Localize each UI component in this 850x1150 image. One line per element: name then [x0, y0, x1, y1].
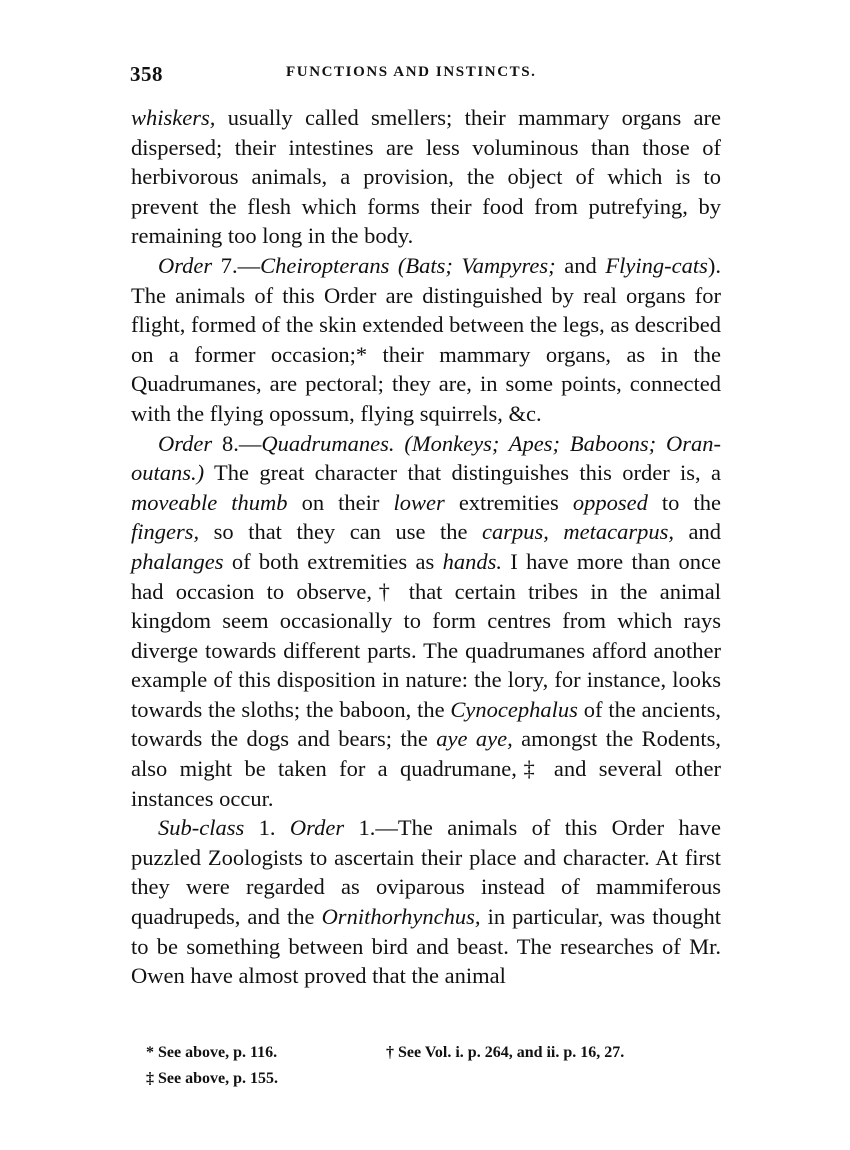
paragraph-text: so that they can use the [199, 519, 482, 545]
paragraph-text: and [674, 519, 722, 545]
italic-term: Flying-cats [605, 252, 708, 278]
footnote-asterisk: * See above, p. 116. [146, 1044, 278, 1061]
paragraph-text: on their [287, 489, 394, 515]
paragraph-text: The great character that distinguishes this order is, a [204, 460, 721, 486]
italic-term: moveable thumb [131, 489, 288, 515]
italic-term: phalanges [131, 548, 224, 574]
italic-term: Cheiropterans (Bats; Vampyres; [260, 252, 556, 278]
paragraph-text: 7.— [212, 252, 261, 278]
paragraph-text: 1.—The animals of this Order have puzzled Zoologists to ascertain their place and character. At first they were regarded as oviparous instead of mammiferous quadrupeds, and the [131, 815, 721, 930]
italic-term: Ornithorhynchus, [321, 904, 481, 930]
paragraph-text: 8.— [212, 430, 262, 456]
footnotes [146, 1040, 716, 1092]
italic-term: fingers, [131, 519, 200, 545]
running-head: FUNCTIONS AND INSTINCTS. [286, 64, 537, 80]
italic-term: Sub-class [158, 815, 245, 841]
paragraph-text: to the [647, 489, 721, 515]
italic-term: Cynocephalus [450, 696, 578, 722]
paragraph-text: of both extremities as [223, 548, 443, 574]
italic-term: Order [289, 815, 345, 841]
italic-term: lower [393, 489, 445, 515]
paragraph-text: in particular, was thought to be something between bird and beast. The researches of Mr. Owen have almost proved that the animal [131, 904, 722, 989]
footnote-row [146, 1040, 716, 1066]
paragraph-1 [131, 103, 721, 251]
footnote-dagger: † See Vol. i. p. 264, and ii. p. 16, 27. [386, 1044, 625, 1061]
paragraph-text: and [555, 252, 606, 278]
italic-term: Order [158, 252, 213, 278]
footnote-row [146, 1066, 716, 1092]
italic-term: aye aye, [436, 726, 513, 752]
page-number: 358 [130, 62, 163, 86]
paragraph-2 [131, 251, 721, 429]
body-text [131, 103, 721, 991]
paragraph-text: amongst the Rodents, also might be taken for a quadrumane,‡ and several other instances occur. [131, 726, 722, 811]
italic-term: Quadrumanes. (Monkeys; Apes; Baboons; Oran-outans.) [131, 430, 722, 486]
italic-term: whiskers, [131, 105, 216, 130]
paragraph-text: of the ancients, towards the dogs and bears; the [131, 696, 722, 752]
italic-term: carpus, metacarpus, [481, 519, 674, 545]
italic-term: hands. [442, 548, 502, 574]
paragraph-text: usually called smellers; their mammary organs are dispersed; their intestines are less voluminous than those of herbivorous animals, a provision, the object of which is to prevent the flesh which forms their food from putrefying, by remaining too long in the body. [131, 105, 721, 249]
paragraph-3 [131, 429, 721, 814]
paragraph-text: extremities [444, 489, 573, 515]
footnote-double-dagger: ‡ See above, p. 155. [146, 1070, 278, 1087]
italic-term: Order [158, 430, 213, 456]
paragraph-text: ). The animals of this Order are distinguished by real organs for flight, formed of the skin extended between the legs, as described on a former occasion;* their mammary organs, as in the Quadrumanes, are pectoral; they are, in some points, connected with the flying opossum, flying squirrels, &c. [131, 252, 721, 426]
italic-term: opposed [572, 489, 648, 515]
paragraph-text: 1. [244, 815, 290, 841]
page-header [130, 62, 720, 92]
paragraph-4 [131, 813, 721, 991]
paragraph-text: I have more than once had occasion to observe,† that certain tribes in the animal kingdom seem occasionally to form centres from which rays diverge towards different parts. The quadrumanes afford another example of this disposition in nature: the lory, for instance, looks towards the sloths; the baboon, the [131, 548, 721, 722]
